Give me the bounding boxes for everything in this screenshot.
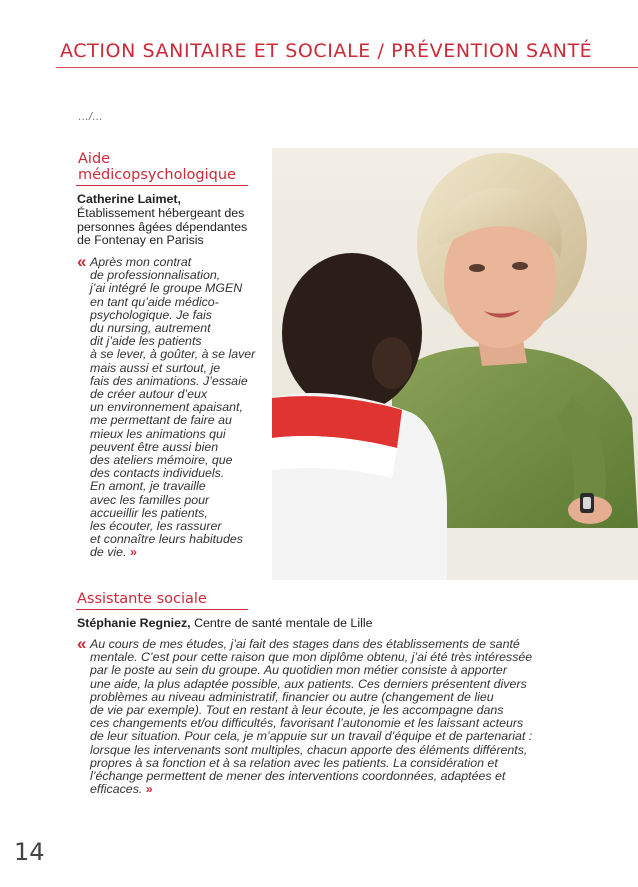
section-heading-underline (76, 609, 248, 610)
photo-illustration (272, 148, 638, 580)
person-name: Stéphanie Regniez, (77, 616, 191, 630)
person-name: Catherine Laimet, (77, 192, 181, 206)
person-role: Centre de santé mentale de Lille (194, 616, 373, 630)
open-quote-mark: « (77, 634, 87, 653)
section-heading-assistante: Assistante sociale (77, 591, 207, 607)
open-quote-mark: « (77, 252, 87, 271)
photo-caregiver-with-child (272, 148, 638, 580)
section-heading-aide (78, 151, 236, 183)
close-quote-mark: » (145, 782, 153, 797)
header-divider (56, 67, 638, 68)
page-header-title: ACTION SANITAIRE ET SOCIALE / PRÉVENTION SANTÉ (60, 40, 593, 62)
close-quote-mark: » (129, 545, 137, 560)
section-heading-line2: médicopsychologique (78, 167, 236, 183)
continuation-marker: …/… (78, 111, 104, 123)
person-info-catherine (77, 193, 269, 248)
quote-stephanie (90, 638, 590, 796)
quote-catherine (90, 256, 270, 560)
page-number: 14 (14, 838, 45, 866)
section-heading-line1: Aide (78, 151, 111, 167)
section-heading-underline (76, 185, 248, 186)
quote-text: Au cours de mes études, j’ai fait des stages dans des établissements de santé mentale. C’est pour cette raison que mon diplôme obtenu, j’ai été très intéressée par le poste au sein du groupe. Au quotidien mon métier consiste à apporter une aide, la plus adaptée possible, aux patients. Ces derniers présentent divers problèmes au niveau administratif, financier ou autre (changement de lieu de vie par exemple). Tout en restant à leur écoute, je les accompagne dans ces changements et/ou difficultés, favorisant l’autonomie et les laissant acteurs de leur situation. Pour cela, je m’appuie sur un travail d’équipe et de partenariat : lorsque les intervenants sont multiples, chacun apporte des éléments différents, propres à sa fonction et à sa relation avec les patients. La considération et l’échange permettent de mener des interventions coordonnées, adaptées et efficaces. (90, 637, 533, 797)
quote-text: Après mon contrat de professionnalisation, j’ai intégré le groupe MGEN en tant qu’aide médico- psychologique. Je fais du nursing, autrement dit j’aide les patients à se lever, à goûter, à se laver mais aussi et surtout, je fais des animations. J’essaie de créer autour d’eux un environnement apaisant, me permettant de faire au mieux les animations qui peuvent être aussi bien des ateliers mémoire, que des contacts individuels. En amont, je travaille avec les familles pour accueillir les patients, les écouter, les rassurer et connaître leurs habitudes de vie. (90, 255, 256, 560)
person-role: Établissement hébergeant des personnes âgées dépendantes de Fontenay en Parisis (77, 205, 248, 248)
person-info-stephanie (77, 617, 557, 631)
